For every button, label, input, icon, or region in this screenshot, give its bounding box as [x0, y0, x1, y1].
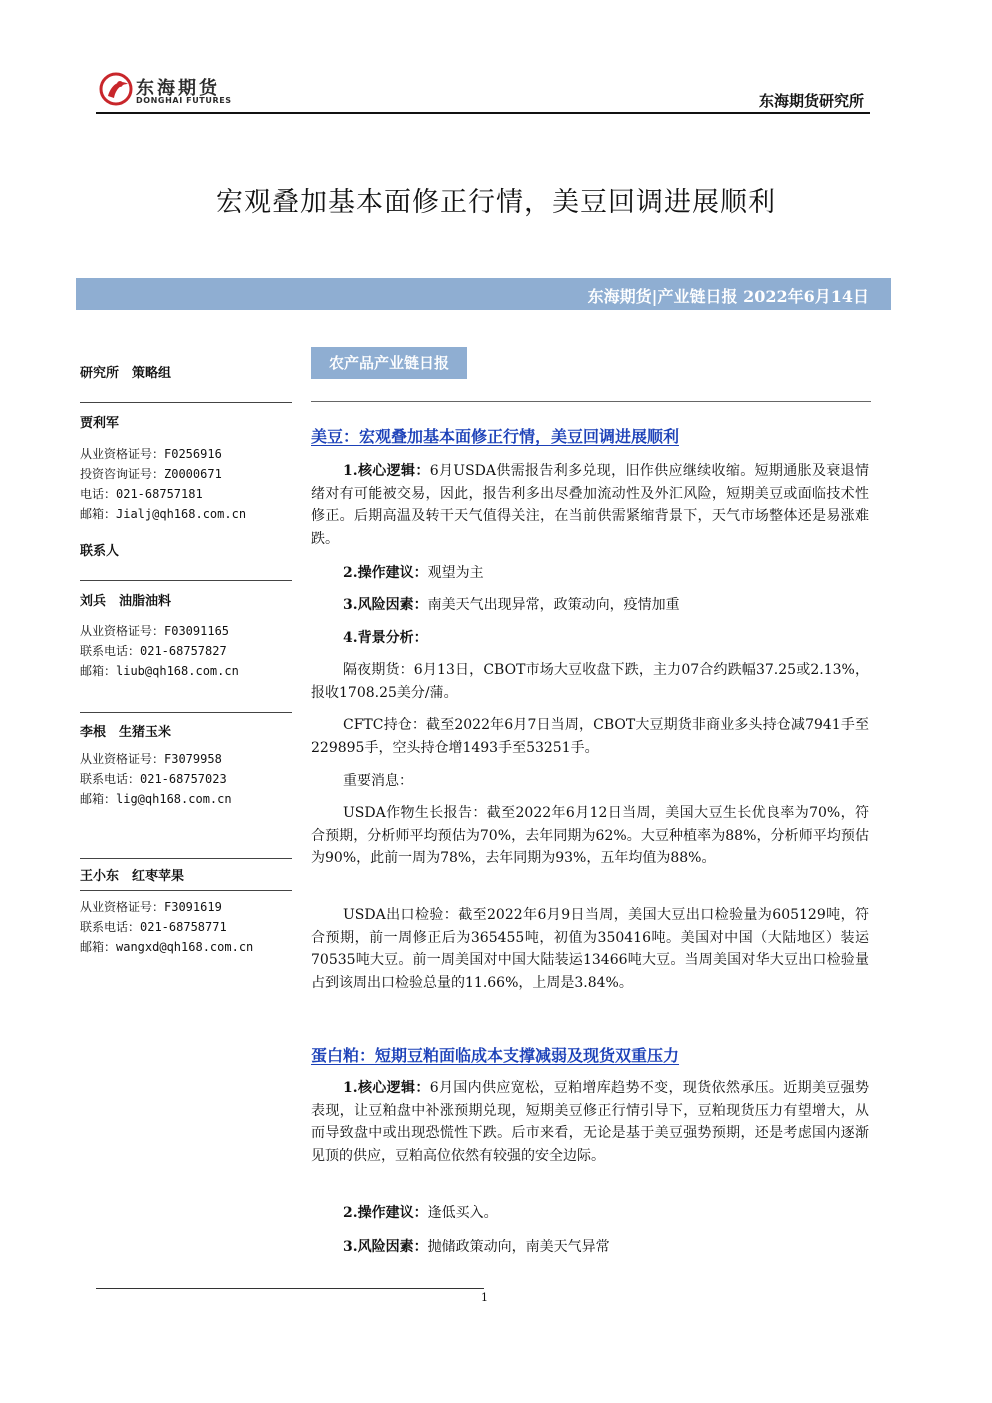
section-divider	[311, 401, 871, 402]
soy-advice-label: 2.操作建议：	[343, 565, 428, 581]
logo-mark-icon	[98, 70, 138, 110]
soy-core-logic-label: 1.核心逻辑：	[343, 463, 430, 479]
meal-risk-text: 抛储政策动向，南美天气异常	[427, 1239, 610, 1255]
contact-info	[80, 749, 292, 809]
meal-risk-label: 3.风险因素：	[343, 1239, 428, 1255]
analyst-qualification: 从业资格证号：F0256916	[80, 447, 222, 461]
soy-cftc-positions: CFTC持仓：截至2022年6月7日当周，CBOT大豆期货非商业多头持仓减7941手至229895手，空头持仓增1493手至53251手。	[311, 717, 869, 756]
soy-risk	[311, 594, 869, 617]
soy-risk-text: 南美天气出现异常，政策动向，疫情加重	[427, 597, 680, 613]
meal-advice-text: 逢低买入。	[427, 1205, 498, 1221]
analyst-name: 贾利军	[80, 416, 120, 431]
contact-qualification: 从业资格证号：F3079958	[80, 752, 222, 766]
meal-advice-label: 2.操作建议：	[343, 1205, 428, 1221]
contact-qualification: 从业资格证号：F03091165	[80, 624, 230, 638]
soy-background-label: 4.背景分析：	[343, 630, 428, 646]
contact-name: 王小东 红枣苹果	[80, 869, 185, 884]
sidebar-divider	[80, 580, 292, 581]
sidebar-divider	[80, 890, 292, 891]
contact-phone: 联系电话：021-68758771	[80, 920, 227, 934]
contact-email: 邮箱：lig@qh168.com.cn	[80, 792, 232, 806]
footer-divider	[96, 1288, 484, 1289]
soy-core-logic	[311, 460, 869, 550]
contact-name: 李根 生猪玉米	[80, 725, 172, 740]
meal-core-logic-text: 6月国内供应宽松，豆粕增库趋势不变，现货依然承压。近期美豆强势表现，让豆粕盘中补涨预期兑现，短期美豆修正行情引导下，豆粕现货压力有望增大，从而导致盘中或出现恐慌性下跌。后市来看，无论是基于美豆强势预期，还是考虑国内逐渐见顶的供应，豆粕高位依然有较强的安全边际。	[311, 1080, 869, 1164]
banner-text: 东海期货|产业链日报 2022年6月14日	[587, 287, 869, 306]
meal-core-logic	[311, 1077, 869, 1167]
section-tag	[311, 347, 467, 379]
contact-phone: 联系电话：021-68757023	[80, 772, 227, 786]
meal-advice	[311, 1202, 869, 1225]
contact-info	[80, 621, 292, 681]
logo-text-cn: 东海期货	[136, 78, 220, 99]
contact-name: 刘兵 油脂油料	[80, 594, 172, 609]
report-banner	[76, 278, 891, 310]
contact-info	[80, 897, 292, 957]
page-number: 1	[481, 1291, 488, 1304]
document-title: 宏观叠加基本面修正行情，美豆回调进展顺利	[216, 187, 776, 218]
sidebar-divider	[80, 712, 292, 713]
sidebar-divider	[80, 858, 292, 859]
soy-news-label: 重要消息：	[343, 773, 413, 789]
soy-advice-text: 观望为主	[427, 565, 484, 581]
header-org-name: 东海期货研究所	[758, 92, 864, 110]
sidebar-divider	[80, 402, 292, 403]
contacts-label: 联系人	[80, 544, 120, 559]
soy-advice	[311, 562, 869, 585]
soy-background	[311, 627, 869, 650]
contact-email: 邮箱：liub@qh168.com.cn	[80, 664, 239, 678]
meal-core-logic-label: 1.核心逻辑：	[343, 1080, 430, 1096]
soy-risk-label: 3.风险因素：	[343, 597, 428, 613]
contact-phone: 联系电话：021-68757827	[80, 644, 227, 658]
soy-core-logic-text: 6月USDA供需报告利多兑现，旧作供应继续收缩。短期通胀及衰退情绪对有可能被交易，因此，报告利多出尽叠加流动性及外汇风险，短期美豆或面临技术性修正。后期高温及转干天气值得关注，在当前供需紧缩背景下，天气市场整体还是易涨难跌。	[311, 463, 869, 547]
analyst-email: 邮箱：Jialj@qh168.com.cn	[80, 507, 247, 521]
analyst-phone: 电话：021-68757181	[80, 487, 203, 501]
soy-section-title[interactable]: 美豆：宏观叠加基本面修正行情，美豆回调进展顺利	[311, 427, 680, 446]
logo-text-en: DONGHAI FUTURES	[136, 96, 232, 105]
header-divider	[96, 112, 870, 114]
soy-overnight-futures: 隔夜期货：6月13日，CBOT市场大豆收盘下跌，主力07合约跌幅37.25或2.13%，报收1708.25美分/蒲。	[311, 662, 869, 701]
section-tag-label: 农产品产业链日报	[329, 354, 450, 372]
contact-qualification: 从业资格证号：F3091619	[80, 900, 222, 914]
sidebar-dept: 研究所 策略组	[80, 366, 172, 381]
contact-email: 邮箱：wangxd@qh168.com.cn	[80, 940, 254, 954]
soy-crop-progress: USDA作物生长报告：截至2022年6月12日当周，美国大豆生长优良率为70%，符合预期，分析师平均预估为70%，去年同期为62%。大豆种植率为88%，分析师平均预估为90%，此前一周为78%，去年同期为93%，五年均值为88%。	[311, 805, 869, 866]
meal-risk	[311, 1236, 869, 1259]
analyst-consult-cert: 投资咨询证号：Z0000671	[80, 467, 222, 481]
meal-section-title[interactable]: 蛋白粕：短期豆粕面临成本支撑减弱及现货双重压力	[311, 1046, 680, 1065]
soy-export-inspection: USDA出口检验：截至2022年6月9日当周，美国大豆出口检验量为605129吨，符合预期，前一周修正后为365455吨，初值为350416吨。美国对中国（大陆地区）装运70535吨大豆。前一周美国对中国大陆装运13466吨大豆。当周美国对华大豆出口检验量占到该周出口检验总量的11.66%，上周是3.84%。	[311, 907, 869, 991]
analyst-info	[80, 444, 292, 524]
